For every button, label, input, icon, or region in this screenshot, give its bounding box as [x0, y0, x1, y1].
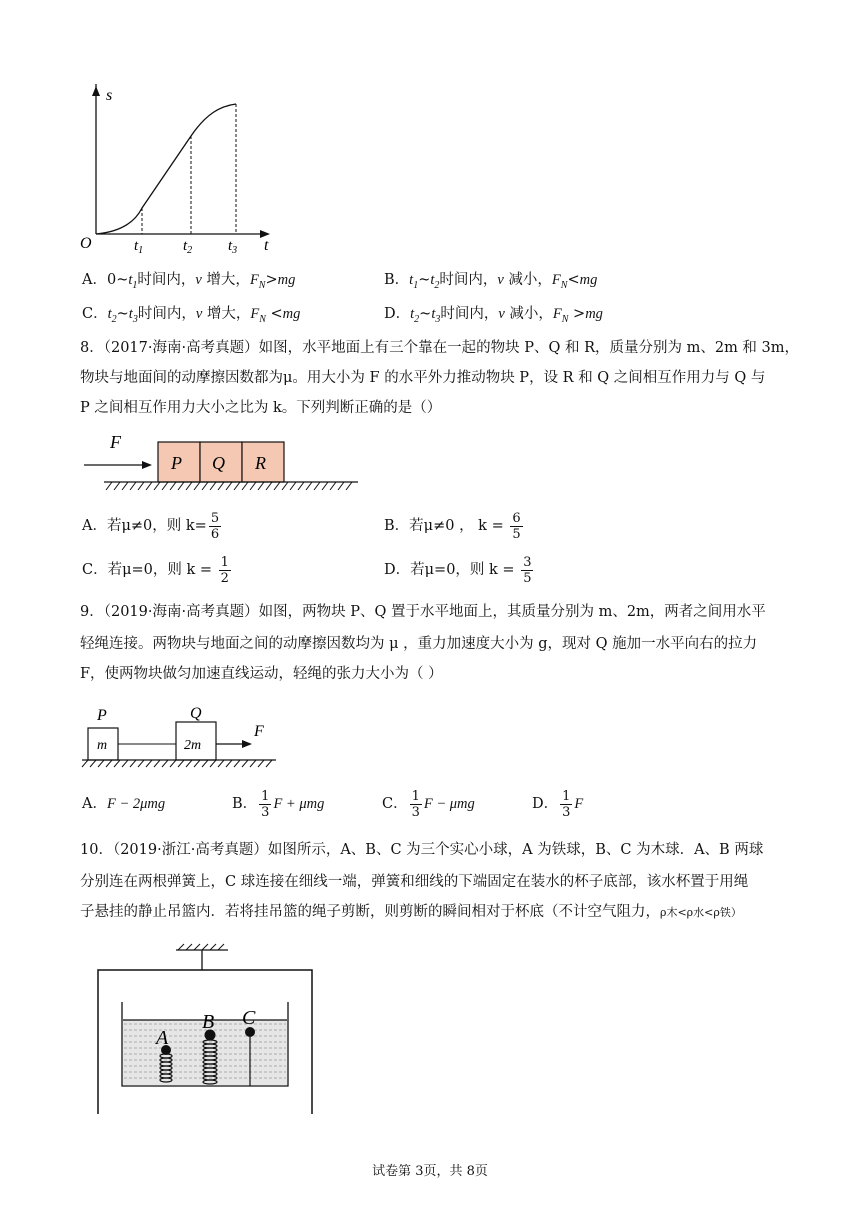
block-p: P: [171, 453, 182, 473]
q8-stem-line3: P 之间相互作用力大小之比为 k。下列判断正确的是（）: [80, 400, 442, 416]
q9-stem-line3: F，使两物块做匀加速直线运动，轻绳的张力大小为（ ）: [80, 666, 443, 682]
q7-option-c: C．$t_2\sim t_3$时间内，v 增大，$F_N <mg$: [82, 306, 301, 325]
s-t-graph: [78, 84, 288, 254]
ball-b-label: B: [202, 1011, 215, 1033]
q7-option-b: B．$t_1\sim t_2$时间内，v 减小，$F_N<mg$: [384, 272, 598, 291]
q9-q-label: Q: [190, 705, 202, 722]
q8-stem-line1: 8．（2017·海南·高考真题）如图，水平地面上有三个靠在一起的物块 P、Q 和 R，质量分别为 m、2m 和 3m，: [80, 340, 800, 356]
q7-option-a: A．$0\sim t_1$时间内，v 增大，$F_N>mg$: [82, 272, 296, 291]
q9-option-c: C． $\frac{1}{3}$ F − μmg: [382, 788, 475, 820]
q8-stem-line2: 物块与地面间的动摩擦因数都为μ。用大小为 F 的水平外力推动物块 P，设 R 和 Q 之间相互作用力与 Q 与: [80, 370, 766, 386]
q10-stem-line1: 10．（2019·浙江·高考真题）如图所示，A、B、C 为三个实心小球，A 为铁球，B、C 为木球．A、B 两球: [80, 842, 764, 858]
density-relation: ρ木<ρ水<ρ铁）: [660, 906, 742, 919]
block-q: Q: [212, 453, 225, 473]
y-axis-label: s: [106, 87, 113, 104]
ball-a-label: A: [156, 1027, 169, 1049]
q9-blocks-figure: [82, 700, 292, 772]
tick-t1-sub: 1: [138, 245, 144, 256]
q8-option-a: A．若μ≠0，则 k= $\frac{5}{6}$: [82, 510, 220, 542]
q8-option-c: C．若μ=0，则 k = $\frac{1}{2}$: [82, 554, 229, 586]
svg-text:t1: [134, 238, 143, 256]
q7-option-d: D．$t_2\sim t_3$时间内，v 减小，$F_N >mg$: [384, 306, 603, 325]
q9-option-b: B． $\frac{1}{3}$ F + μmg: [232, 788, 325, 820]
q9-p-label: P: [97, 707, 107, 724]
q9-q-mass: 2m: [184, 738, 202, 753]
page-footer: 试卷第 3页，共 8页: [372, 1164, 488, 1179]
ball-c-label: C: [242, 1007, 256, 1029]
q9-stem-line2: 轻绳连接。两物块与地面之间的动摩擦因数均为 μ ，重力加速度大小为 g，现对 Q 施加一水平向右的拉力: [80, 636, 758, 652]
q9-p-mass: m: [97, 738, 108, 753]
block-r: R: [255, 453, 266, 473]
tick-t3-sub: 3: [232, 245, 238, 256]
q9-option-a: A．F − 2μmg: [82, 796, 166, 812]
svg-text:t3: [228, 238, 237, 256]
q9-stem-line1: 9．（2019·海南·高考真题）如图，两物块 P、Q 置于水平地面上，其质量分别为 m、2m，两者之间用水平: [80, 604, 766, 620]
q8-option-b: B．若μ≠0 ， k = $\frac{6}{5}$: [384, 510, 521, 542]
tick-t2: t: [183, 238, 188, 254]
tick-t3: t: [228, 238, 233, 254]
q10-basket-figure: [96, 944, 328, 1122]
x-axis-label: t: [264, 237, 269, 254]
tick-t1: t: [134, 238, 139, 254]
q8-option-d: D．若μ=0，则 k = $\frac{3}{5}$: [384, 554, 532, 586]
tick-t2-sub: 2: [187, 245, 193, 256]
q9-force-label: F: [254, 723, 264, 740]
q10-stem-line2: 分别连在两根弹簧上，C 球连接在细线一端，弹簧和细线的下端固定在装水的杯子底部，该水杯置于用绳: [80, 874, 749, 890]
q10-stem-line3: 子悬挂的静止吊篮内．若将挂吊篮的绳子剪断，则剪断的瞬间相对于杯底（不计空气阻力，ρ木<ρ水<ρ铁）: [80, 904, 742, 920]
svg-text:t2: [183, 238, 192, 256]
q8-force-label: F: [110, 432, 121, 452]
origin-label: O: [80, 235, 92, 252]
q9-option-d: D． $\frac{1}{3}$ F: [532, 788, 584, 820]
q8-blocks-figure: [82, 432, 362, 496]
